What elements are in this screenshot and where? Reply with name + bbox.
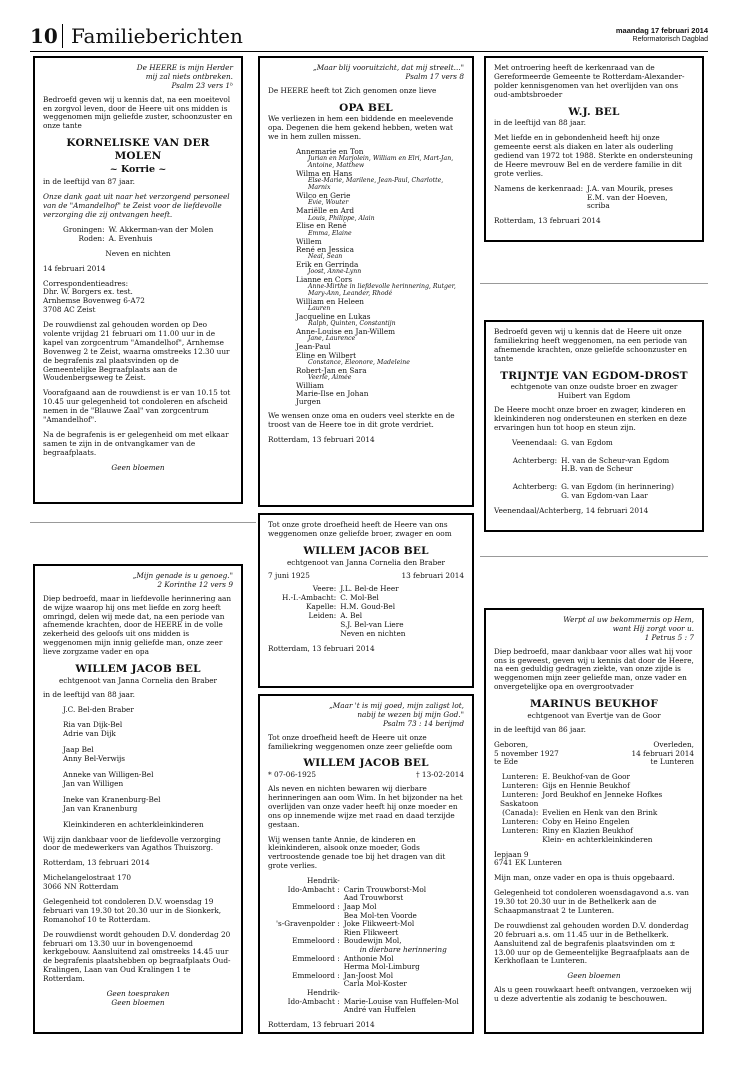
family-row (63, 235, 213, 244)
relatives: Neven en nichten (105, 248, 171, 258)
closing-notes (43, 990, 233, 1008)
address-line: 3708 AC Zeist (43, 305, 96, 315)
family-name: Kleinkinderen en achterkleinkinderen (63, 819, 204, 829)
family-names: Mariëlle en Ard (296, 206, 355, 216)
thanks-text: Wij zijn dankbaar voor de liefdevolle verzorging door de medewerkers van Agathos Thuiszorg. (43, 834, 221, 853)
grandchildren: Anne-Mirthe in liefdevolle herinnering, Rutger, Mary-Ann, Leander, Rhodé (308, 283, 456, 298)
deceased-name: W.J. BEL (568, 105, 620, 118)
born-label: Geboren, (494, 739, 529, 749)
family-names: Jean-Paul (296, 342, 331, 352)
family-names: Jurgen (296, 397, 321, 407)
deceased-name: KORNELISKE VAN DER MOLEN (66, 137, 210, 163)
place-date: Rotterdam, 13 februari 2014 (43, 858, 150, 868)
family-row (276, 1006, 459, 1015)
verse-line: Werpt al uw bekommernis op Hem, (563, 615, 694, 624)
family-names: G. van Egdom (in herinnering) (561, 482, 674, 492)
verse-line: nabij te wezen bij mijn God." (357, 709, 464, 719)
deceased-name: MARINUS BEUKHOF (529, 698, 659, 711)
age-text: in de leeftijd van 88 jaar. (494, 118, 586, 128)
signers (494, 185, 673, 212)
intro-text: Diep bedroefd, maar in liefdevolle herinnering aan de wijze waarop hij ons met liefde en zorg heeft omringd, delen wij mede dat, na een periode van afnemende krachten, door de HEERE in de volle zekerheid des geloofs uit ons midden is weggenomen mijn innig geliefde man, onze zeer lieve zorgzame vader en opa (43, 593, 232, 657)
grandchildren: Joost, Anne-Lynn (308, 268, 362, 276)
family-names: E. Beukhof-van de Goor (542, 772, 630, 782)
family-place: Emmeloord : (292, 901, 340, 911)
family-names: H. van de Scheur-van Egdom (561, 455, 670, 465)
family-names: Eline en Wilbert (296, 350, 357, 360)
family-place: Achterberg: (512, 455, 558, 465)
address (43, 874, 233, 892)
family-names: Annemarie en Ton (296, 147, 364, 157)
family-name: Anneke van Willigen-Bel (63, 770, 154, 780)
service-history (494, 134, 694, 178)
verse-line: want Hij zorgt voor u. (612, 623, 694, 633)
address-line: Iepjaan 9 (494, 849, 529, 859)
signer-row (494, 194, 673, 203)
verse-line: mij zal niets ontbreken. (145, 71, 233, 81)
bible-verse (268, 64, 464, 82)
intro-text: De HEERE heeft tot Zich genomen onze lieve (268, 85, 437, 95)
death-notice-wj-bel-church (484, 56, 704, 242)
thanks-text: Onze dank gaat uit naar het verzorgend personeel van de "Amandelhof" te Zeist voor de liefdevolle verzorging die zij ontvangen heeft. (43, 192, 230, 220)
column-divider (480, 283, 708, 284)
family-names: H.M. Goud-Bel (340, 602, 396, 612)
family-name: Jan van Willigen (63, 778, 124, 788)
signer-name: E.M. van der Hoeven, (587, 192, 668, 202)
family-row (512, 465, 674, 474)
family-row (512, 492, 674, 501)
death-date: 14 februari 2014 (631, 748, 694, 758)
family-place: Leiden: (308, 611, 337, 621)
family-names: Elise en René (296, 221, 347, 231)
family-names: Erik en Gerrinda (296, 259, 359, 269)
intro-text: Diep bedroefd, maar dankbaar voor alles wat hij voor ons is geweest, geven wij u kennis dat door de Heere, na een geduldig gedragen ziekte, van onze zijde is weggenomen mijn zeer geliefde man, onze vader en onvergetelijke opa en overgrootvader (494, 646, 694, 692)
condolence-text: Gelegenheid tot condoleren D.V. woensdag 19 februari van 19.30 tot 20.30 uur in de Sionkerk, Romanohof 10 te Rotterdam. (43, 896, 222, 924)
grandchildren: Constance, Eleonore, Madeleine (308, 358, 410, 366)
family-names: André van Huffelen (343, 1005, 416, 1015)
notice-date: 14 februari 2014 (43, 263, 106, 273)
family-place: Achterberg: (512, 482, 558, 492)
family-names: G. van Egdom-van Laar (561, 491, 648, 501)
verse-line: De HEERE is mijn Herder (136, 63, 233, 72)
family-names: Anthonie Mol (343, 953, 394, 963)
family-place: Veenendaal: (512, 437, 558, 447)
grandchildren: Else-Marie, Marilene, Jean-Paul, Charlotte, Marnix (308, 177, 444, 192)
family-row (500, 836, 662, 845)
age-text: in de leeftijd van 88 jaar. (43, 689, 135, 699)
page-header (30, 24, 708, 50)
grandchildren: Lauren (308, 305, 331, 313)
family-row (282, 630, 405, 639)
grandchildren: Emma, Elaine (308, 229, 352, 237)
family-names: S.J. Bel-van Liere (340, 619, 404, 629)
death-notice-korneliske (33, 56, 243, 504)
grandchildren: Veerle, Aimée (308, 373, 352, 381)
tribute-text: We verliezen in hem een biddende en meelevende opa. Degenen die hem gekend hebben, weten wat we in hem zullen missen. (268, 114, 454, 142)
family-names: G. van Egdom (561, 437, 613, 447)
death-place: te Lunteren (650, 757, 694, 767)
wishes-text: Sterkte en ondersteuning de Heere mevrouw Bel en de verdere familie in dit grote verlies. (494, 151, 693, 178)
family-place: Hendrik- (307, 988, 340, 998)
closing-text: We wensen onze oma en ouders veel sterkte en de troost van de Heere toe in dit grote verdriet. (268, 411, 455, 430)
age-text: in de leeftijd van 86 jaar. (494, 724, 586, 734)
family-place: Kapelle: (305, 602, 337, 612)
life-dates (268, 771, 464, 780)
grandchildren: Neal, Sean (308, 252, 343, 260)
grandchildren: Ralph, Quinten, Constantijn (308, 320, 396, 328)
death-date: † 13-02-2014 (415, 770, 464, 780)
family-names: A. Evenhuis (108, 233, 153, 243)
verse-reference: Psalm 23 vers 1ᵇ (171, 80, 233, 90)
family-names: Aad Trouwborst (343, 893, 404, 903)
signer-name: J.A. van Mourik, preses (587, 183, 673, 193)
family-names: Carin Trouwborst-Mol (343, 884, 427, 894)
address-line: Dhr. W. Borgers ex. test. (43, 287, 133, 297)
family-name: J.C. Bel-den Braber (63, 704, 134, 714)
family-place: Saskatoon (500, 799, 539, 809)
family-names: Rien Flikweert (343, 927, 399, 937)
family-names: William (296, 380, 324, 390)
family-names: Marie-Ilse en Johan (296, 388, 369, 398)
family-list (296, 148, 464, 406)
family-row (276, 980, 459, 989)
family-names: Jacqueline en Lukas (296, 312, 371, 322)
family-place: Veere: (312, 584, 337, 594)
family-names: Joke Flikweert-Mol (343, 919, 415, 929)
age-text: in de leeftijd van 87 jaar. (43, 177, 135, 187)
address-line: 6741 EK Lunteren (494, 858, 562, 868)
family-names: Coby en Heino Engelen (542, 816, 630, 826)
birth-date: 5 november 1927 (494, 748, 559, 758)
family-name: Anny Bel-Verwijs (63, 754, 126, 764)
family-name: Adrie van Dijk (63, 729, 116, 739)
family-names: Lianne en Cors (296, 274, 353, 284)
family-list (282, 585, 405, 638)
verse-line: „Mijn genade is u genoeg." (132, 571, 233, 580)
birth-date: * 07-06-1925 (268, 770, 317, 780)
died-label: Overleden, (653, 739, 694, 749)
family-names: Willem (296, 236, 322, 246)
bible-verse (43, 572, 233, 590)
verse-reference: 1 Petrus 5 : 7 (644, 632, 694, 642)
family-names: Jaap Mol (343, 901, 377, 911)
flowers-note: Geen bloemen (567, 971, 621, 981)
spouse-text: echtgenoot van Janna Cornelia den Braber (58, 675, 218, 685)
family-place: Lunteren: (501, 790, 539, 800)
closing-line: Geen bloemen (111, 997, 165, 1007)
bible-verse (43, 64, 233, 91)
family-place: Lunteren: (501, 781, 539, 791)
family-names: Neven en nichten (340, 628, 406, 638)
family-names: H.B. van de Scheur (561, 464, 633, 474)
place-date: Rotterdam, 13 februari 2014 (494, 216, 601, 226)
history-text: Met liefde en in gebondenheid heeft hij onze gemeente eerst als diaken en later als ouderling gediend van 1972 tot 1988. (494, 133, 674, 161)
family-list (512, 439, 674, 501)
family-names: Marie-Louise van Huffelen-Mol (343, 996, 459, 1006)
page-number: 10 (30, 24, 58, 48)
closing-text: Als u geen rouwkaart heeft ontvangen, verzoeken wij u deze advertentie als zodanig te beschouwen. (494, 985, 692, 1004)
signer-label: Namens de kerkenraad: (494, 183, 584, 193)
place-date: Rotterdam, 13 februari 2014 (268, 1019, 375, 1029)
address-line: Arnhemse Bovenweg 6-A72 (43, 296, 145, 306)
bible-verse (494, 616, 694, 643)
intro-text: Tot onze grote droefheid heeft de Heere van ons weggenomen onze geliefde broer, zwager en oom (268, 520, 452, 538)
family-names: C. Mol-Bel (340, 593, 379, 603)
header-rule (30, 51, 708, 52)
address-line: 3066 NN Rotterdam (43, 882, 119, 892)
spouse-name: Huibert van Egdom (557, 391, 631, 401)
spouse-line: echtgenote van onze oudste broer en zwager (510, 382, 678, 392)
birth-place: te Ede (494, 757, 518, 767)
family-place: Lunteren: (501, 816, 539, 826)
deceased-nickname: ~ Korrie ~ (109, 163, 167, 175)
family-place: Ido-Ambacht : (287, 884, 340, 894)
family-names: Klein- en achterkleinkinderen (542, 834, 653, 844)
family-names: in dierbare herinnering (359, 945, 447, 955)
condolence-text: Voorafgaand aan de rouwdienst is er van 10.15 tot 10.45 uur gelegenheid tot condoleren en afscheid nemen in de "Blauwe Zaal" van zorgcentrum "Amandelhof". (43, 388, 231, 424)
signer-title: scriba (587, 201, 610, 211)
family-list (276, 877, 459, 1015)
birth-date: 7 juni 1925 (268, 571, 310, 581)
family-names: Jord Beukhof en Jenneke Hofkes (542, 790, 663, 800)
signer-row (494, 202, 673, 211)
spouse-text: echtgenoot van Janna Cornelia den Braber (286, 557, 446, 567)
family-names: William en Heleen (296, 297, 364, 306)
family-place: Roden: (78, 233, 105, 243)
family-name: Jan van Kranenburg (63, 803, 138, 813)
deceased-name: TRIJNTJE VAN EGDOM-DROST (500, 369, 688, 382)
family-place: 's-Gravenpolder : (276, 919, 340, 929)
wishes-text: Wij wensen tante Annie, de kinderen en kleinkinderen, alsook onze moeder, Gods vertroostende genade toe bij het dragen van dit grote verlies. (268, 834, 446, 871)
intro-text: Tot onze droefheid heeft de Heere uit onze familiekring weggenomen onze zeer geliefde oom (268, 732, 453, 751)
family-names: Evelien en Henk van den Brink (542, 807, 658, 817)
intro-text: Bedroefd geven wij u kennis dat de Heere uit onze familiekring heeft weggenomen, na een periode van afnemende krachten, onze geliefde schoonzuster en tante (494, 327, 688, 363)
spouse-text (494, 383, 694, 401)
verse-line: „Maar 't is mij goed, mijn zaligst lot, (329, 701, 464, 710)
family-place: H.-I.-Ambacht: (282, 593, 337, 603)
family-row (512, 439, 674, 448)
service-text: De rouwdienst zal gehouden worden op Deo volente vrijdag 21 februari om 11.00 uur in de kapel van zorgcentrum "Amandelhof", Arnhemse Bovenweg 2 te Zeist, waarna omstreeks 12.30 uur de begrafenis zal plaatsvinden op de Gemeentelijke Begraafplaats aan de Woudenbergseweg te Zeist. (43, 320, 230, 383)
grandchildren: Louis, Philippe, Alain (308, 214, 375, 222)
service-text: De rouwdienst wordt gehouden D.V. donderdag 20 februari om 13.30 uur in bovengenoemd kerkgebouw. Aansluitend zal omstreeks 14.45 uur de begrafenis plaatshebben op begraafplaats Oud-Kralingen, Laan van Oud Kralingen 1 te Rotterdam. (43, 929, 231, 984)
family-name: Jaap Bel (63, 745, 94, 755)
verse-reference: 2 Korinthe 12 vers 9 (157, 579, 233, 589)
death-notice-opa-bel (258, 56, 474, 507)
after-text: Na de begrafenis is er gelegenheid om met elkaar samen te zijn in de ontvangkamer van de begraafplaats. (43, 429, 229, 457)
verse-reference: Psalm 17 vers 8 (405, 71, 464, 81)
family-names: A. Bel (340, 611, 363, 621)
verse-reference: Psalm 73 : 14 berijmd (382, 718, 464, 728)
home-text: Mijn man, onze vader en opa is thuis opgebaard. (494, 873, 675, 883)
family-place: Groningen: (63, 224, 105, 234)
family-place (282, 621, 340, 630)
family-names: Boudewijn Mol, (343, 936, 402, 946)
column-divider (480, 556, 708, 557)
bible-verse (268, 702, 464, 729)
family-place: (Canada): (502, 807, 539, 817)
grandchildren: Jane, Laurence (308, 335, 356, 343)
family-names: Riny en Klazien Beukhof (542, 825, 633, 835)
death-date: 13 februari 2014 (401, 571, 464, 581)
place-date: Rotterdam, 13 februari 2014 (268, 643, 375, 653)
intro-text: Met ontroering heeft de kerkenraad van de Gereformeerde Gemeente te Rotterdam-Alexander-polder kennisgenomen van het overlijden van ons oud-ambtsbroeder (494, 63, 685, 99)
family-list (500, 773, 662, 844)
family-place (282, 630, 340, 639)
family-place: Emmeloord : (292, 953, 340, 963)
family-names: Jan-Joost Mol (343, 970, 394, 980)
place-date: Rotterdam, 13 februari 2014 (268, 435, 375, 445)
family-names: Wilco en Gerie (296, 191, 351, 201)
life-dates (268, 572, 464, 581)
grandchildren: Evie, Wouter (308, 199, 349, 207)
family-names: Bea Mol-ten Voorde (343, 910, 417, 920)
death-notice-trijntje (484, 320, 704, 532)
death-notice-willem-nephews (258, 694, 474, 1034)
family-place: Lunteren: (501, 772, 539, 782)
family-name: Ria van Dijk-Bel (63, 720, 123, 730)
closing-line: Geen toespraken (106, 988, 170, 998)
deceased-name: OPA BEL (339, 101, 393, 114)
tribute-text: De Heere mocht onze broer en zwager, kinderen en kleinkinderen nog ondersteunen en sterken en deze ervaringen hun tot hoop en steun zijn. (494, 405, 687, 432)
deceased-name: WILLEM JACOB BEL (303, 544, 429, 557)
family-names: René en Jessica (296, 244, 354, 254)
family-names: Carla Mol-Koster (343, 979, 407, 989)
condolence-text: Gelegenheid tot condoleren woensdagavond a.s. van 19.30 tot 20.30 uur in de Bethelkerk aan de Schaapmanstraat 2 te Lunteren. (494, 888, 690, 915)
section-title: Familieberichten (62, 24, 243, 48)
verse-line: „Maar blij vooruitzicht, dat mij streelt..." (312, 63, 464, 72)
intro-text: Bedroefd geven wij u kennis dat, na een moeitevol en zorgvol leven, door de Heere uit ons midden is weggenomen mijn geliefde zuster, schoonzuster en onze tante (43, 94, 233, 131)
family-place: Hendrik- (307, 876, 340, 886)
family-names: Robert-Jan en Sara (296, 365, 367, 375)
spouse-text: echtgenoot van Evertje van de Goor (527, 710, 661, 720)
grandchildren: Jurian en Marjolein, William en Elri, Mart-Jan, Antoine, Matthew (308, 155, 454, 170)
deceased-name: WILLEM JACOB BEL (303, 757, 429, 770)
family-place: Emmeloord : (292, 936, 340, 946)
death-notice-willem-siblings (258, 513, 474, 688)
newspaper-name: Reformatorisch Dagblad (632, 36, 708, 43)
death-notice-willem-family (33, 564, 243, 1034)
family-names: Herma Mol-Limburg (343, 962, 420, 972)
family-names: W. Akkerman-van der Molen (108, 224, 214, 234)
memories-text: Als neven en nichten bewaren wij dierbare herinneringen aan oom Wim. In het bijzonder na het overlijden van onze vader heeft hij onze moeder en ons op innemende wijze met raad en daad terzijde gestaan. (268, 784, 463, 829)
flowers-note: Geen bloemen (111, 462, 165, 472)
family-list (63, 706, 233, 830)
address (494, 851, 694, 869)
address-line: Michelangelostraat 170 (43, 873, 132, 883)
family-names: Anne-Louise en Jan-Willem (296, 327, 396, 337)
column-divider (30, 522, 256, 523)
life-dates (494, 741, 694, 768)
address-line: Correspondentieadres: (43, 278, 129, 288)
family-names: Wilma en Hans (296, 169, 353, 179)
family-place: Emmeloord : (292, 970, 340, 980)
family-name: Ineke van Kranenburg-Bel (63, 794, 161, 804)
correspondence-address (43, 280, 233, 316)
family-names: J.L. Bel-de Heer (340, 584, 399, 594)
family-list (63, 226, 213, 244)
family-place: Lunteren: (501, 825, 539, 835)
issue-date: maandag 17 februari 2014 (615, 26, 708, 35)
service-text: De rouwdienst zal gehouden worden D.V. donderdag 20 februari a.s. om 11.45 uur in de Bethelkerk. Aansluitend zal de begrafenis plaatsvinden om ± 13.00 uur op de Gemeentelijke Begraafplaats aan de Kerkhoflaan te Lunteren. (494, 920, 690, 966)
place-date: Veenendaal/Achterberg, 14 februari 2014 (494, 506, 649, 516)
family-place: Ido-Ambacht : (287, 996, 340, 1006)
family-names: Gijs en Hennie Beukhof (542, 781, 630, 791)
deceased-name: WILLEM JACOB BEL (75, 663, 201, 676)
death-notice-marinus (484, 608, 704, 1034)
